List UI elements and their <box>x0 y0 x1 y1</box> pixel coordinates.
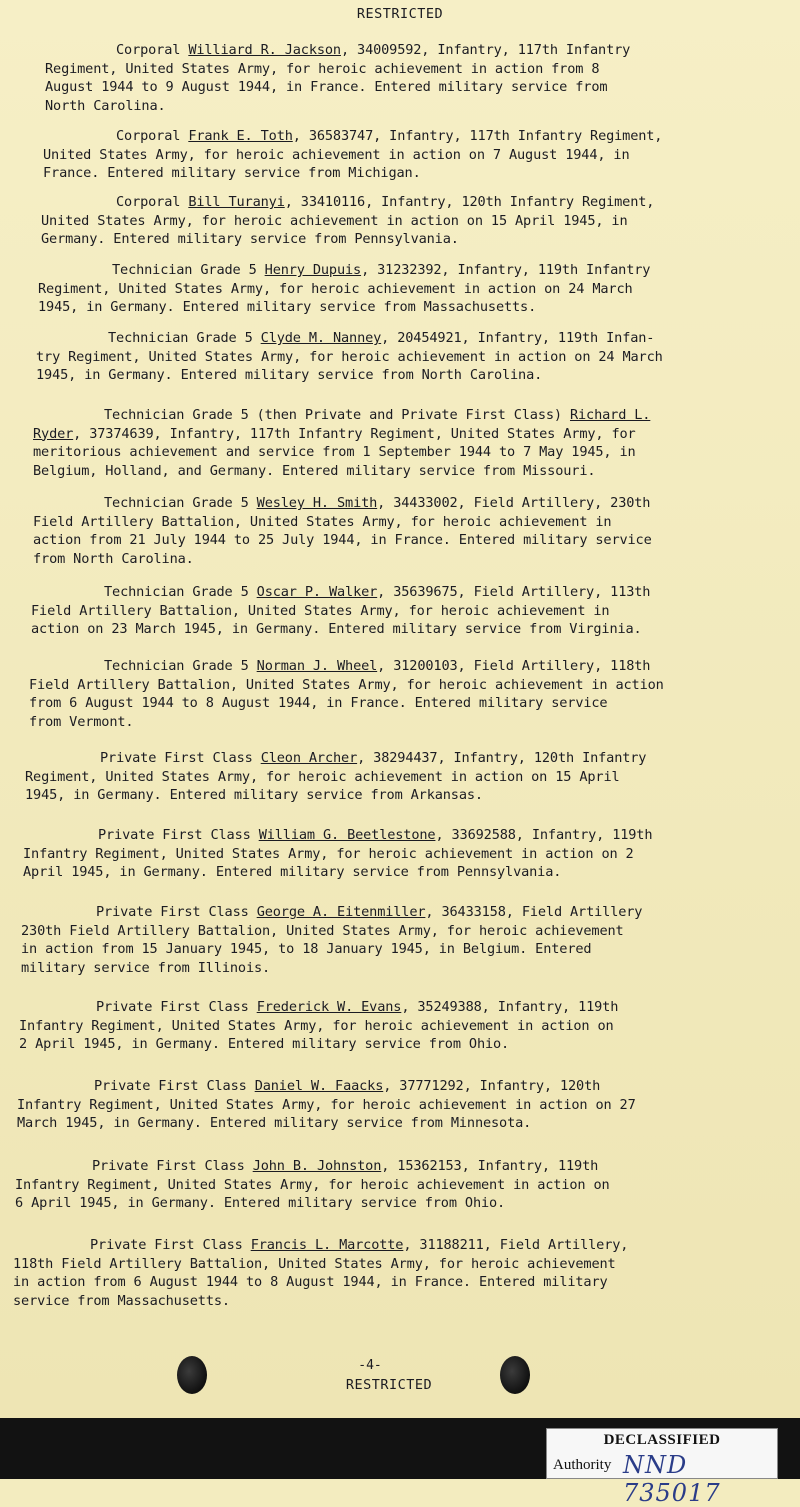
citation-text: Regiment, United States Army, for heroic achievement in action from 8 <box>45 60 600 77</box>
citation-text: Technician Grade 5 <box>104 584 257 600</box>
citation-text: August 1944 to 9 August 1944, in France. Entered military service from <box>45 79 608 95</box>
stamp-authority-label: Authority <box>553 1457 612 1473</box>
restricted-header: RESTRICTED <box>356 6 444 22</box>
recipient-name: Francis L. Marcotte <box>250 1237 404 1253</box>
citation-line <box>33 425 636 444</box>
citation-text: from 6 August 1944 to 8 August 1944, in France. Entered military service <box>29 695 608 711</box>
citation-text: , 31232392, Infantry, 119th Infantry <box>361 262 651 278</box>
citation-text: , 37374639, Infantry, 117th Infantry Regiment, United States Army, for <box>73 425 636 442</box>
recipient-name: Ryder <box>33 425 74 442</box>
citation-text: , 31188211, Field Artillery, <box>403 1237 629 1253</box>
citation-text: , 34433002, Field Artillery, 230th <box>377 495 651 511</box>
citation-text: Technician Grade 5 <box>112 262 265 278</box>
citation-line <box>104 583 650 602</box>
citation-line <box>15 1194 505 1213</box>
citation-text: Germany. Entered military service from Pennsylvania. <box>41 231 459 247</box>
citation-text: action on 23 March 1945, in Germany. Entered military service from Virginia. <box>31 621 642 637</box>
citation-line <box>100 749 646 768</box>
citation-text: North Carolina. <box>45 97 166 114</box>
citation-line <box>96 903 642 922</box>
citation-line <box>116 41 630 60</box>
citation-text: action from 21 July 1944 to 25 July 1944, in France. Entered military service <box>33 532 652 548</box>
recipient-name: Daniel W. Faacks <box>254 1078 384 1094</box>
citation-text: 1945, in Germany. Entered military service from Massachusetts. <box>38 299 537 315</box>
citation-line <box>17 1114 531 1133</box>
stamp-title: DECLASSIFIED <box>603 1432 721 1448</box>
citation-line <box>31 620 642 639</box>
citation-text: , 35249388, Infantry, 119th <box>401 999 619 1015</box>
citation-line <box>15 1176 610 1195</box>
citation-text: Technician Grade 5 <box>108 330 261 346</box>
citation-line <box>33 443 636 462</box>
citation-text: Infantry Regiment, United States Army, for heroic achievement in action on 2 <box>23 845 634 862</box>
citation-text: Technician Grade 5 <box>104 658 257 674</box>
citation-text: from North Carolina. <box>33 550 194 567</box>
citation-text: Corporal <box>116 128 189 144</box>
citation-text: 118th Field Artillery Battalion, United States Army, for heroic achievement <box>13 1255 616 1272</box>
citation-text: Infantry Regiment, United States Army, for heroic achievement in action on <box>15 1176 610 1193</box>
citation-line <box>43 164 421 183</box>
citation-line <box>13 1292 230 1311</box>
citation-text: , 33410116, Infantry, 120th Infantry Regiment, <box>284 194 655 210</box>
citation-text: military service from Illinois. <box>21 959 271 976</box>
citation-text: meritorious achievement and service from 1 September 1944 to 7 May 1945, in <box>33 444 636 460</box>
citation-text: , 36583747, Infantry, 117th Infantry Regiment, <box>292 128 663 144</box>
citation-line <box>13 1255 616 1274</box>
citation-line <box>13 1273 608 1292</box>
citation-text: Technician Grade 5 <box>104 495 257 511</box>
citation-line <box>43 146 630 165</box>
citation-text: Corporal <box>116 194 189 210</box>
recipient-name: Wesley H. Smith <box>256 495 378 511</box>
citation-line <box>33 513 611 532</box>
citation-text: , 38294437, Infantry, 120th Infantry <box>357 750 647 766</box>
citation-text: Technician Grade 5 (then Private and Private First Class) <box>104 407 570 423</box>
citation-line <box>29 713 133 732</box>
citation-line <box>104 657 650 676</box>
citation-text: , 20454921, Infantry, 119th Infan- <box>381 330 655 346</box>
stamp-authority-code: NND 735017 <box>623 1451 721 1507</box>
citation-line <box>23 845 634 864</box>
recipient-name: Oscar P. Walker <box>256 584 378 600</box>
citation-text: in action from 6 August 1944 to 8 August 1944, in France. Entered military <box>13 1274 608 1290</box>
recipient-name: Bill Turanyi <box>188 194 285 210</box>
citation-line <box>33 550 194 569</box>
recipient-name: Henry Dupuis <box>264 262 362 278</box>
citation-text: Private First Class <box>96 999 257 1015</box>
citation-text: Private First Class <box>94 1078 255 1094</box>
citation-text: Private First Class <box>96 904 257 920</box>
citation-line <box>104 406 650 425</box>
citation-line <box>36 348 663 367</box>
recipient-name: Norman J. Wheel <box>256 658 378 674</box>
citation-text: Corporal <box>116 42 189 58</box>
citation-text: April 1945, in Germany. Entered military service from Pennsylvania. <box>23 864 562 880</box>
citation-line <box>29 676 664 695</box>
citation-line <box>41 230 459 249</box>
restricted-footer: RESTRICTED <box>345 1377 433 1393</box>
citation-text: March 1945, in Germany. Entered military service from Minnesota. <box>17 1115 532 1131</box>
citation-line <box>21 959 270 978</box>
page-number: -4- <box>358 1358 382 1373</box>
citation-line <box>45 78 607 97</box>
recipient-name: John B. Johnston <box>252 1158 382 1174</box>
citation-line <box>17 1096 636 1115</box>
citation-text: , 37771292, Infantry, 120th <box>383 1078 601 1094</box>
recipient-name: Williard R. Jackson <box>188 42 341 58</box>
citation-line <box>96 998 618 1017</box>
citation-text: Field Artillery Battalion, United States Army, for heroic achievement in action <box>29 676 664 693</box>
citation-line <box>38 280 633 299</box>
citation-line <box>90 1236 628 1255</box>
citation-line <box>92 1157 598 1176</box>
citation-line <box>33 462 595 481</box>
recipient-name: Richard L. <box>569 407 651 423</box>
citation-line <box>19 1017 614 1036</box>
citation-line <box>25 768 620 787</box>
citation-text: , 35639675, Field Artillery, 113th <box>377 584 651 600</box>
citation-text: Infantry Regiment, United States Army, for heroic achievement in action on 27 <box>17 1096 636 1113</box>
citation-line <box>94 1077 600 1096</box>
citation-text: , 36433158, Field Artillery <box>425 904 643 920</box>
citation-line <box>36 366 542 385</box>
citation-text: France. Entered military service from Michigan. <box>43 165 421 181</box>
citation-line <box>25 786 483 805</box>
citation-line <box>112 261 650 280</box>
citation-line <box>108 329 654 348</box>
citation-line <box>33 531 652 550</box>
citation-text: 2 April 1945, in Germany. Entered military service from Ohio. <box>19 1036 510 1052</box>
citation-text: , 33692588, Infantry, 119th <box>435 827 653 843</box>
declassified-stamp <box>546 1428 778 1507</box>
citation-line <box>21 940 591 959</box>
citation-text: Private First Class <box>92 1158 253 1174</box>
citation-line <box>19 1035 509 1054</box>
citation-line <box>104 494 650 513</box>
citation-text: Private First Class <box>100 750 261 766</box>
recipient-name: William G. Beetlestone <box>258 827 436 843</box>
citation-line <box>116 193 654 212</box>
citation-text: , 34009592, Infantry, 117th Infantry <box>340 42 631 58</box>
citation-text: Regiment, United States Army, for heroic achievement in action on 24 March <box>38 280 633 297</box>
citation-text: Regiment, United States Army, for heroic achievement in action on 15 April <box>25 768 620 785</box>
citation-line <box>23 863 561 882</box>
citation-line <box>98 826 652 845</box>
citation-text: Field Artillery Battalion, United States Army, for heroic achievement in <box>33 513 612 530</box>
citation-line <box>29 694 607 713</box>
citation-text: 1945, in Germany. Entered military service from Arkansas. <box>25 787 483 803</box>
recipient-name: Frederick W. Evans <box>256 999 402 1015</box>
citation-line <box>41 212 628 231</box>
citation-text: , 31200103, Field Artillery, 118th <box>377 658 651 674</box>
citation-text: United States Army, for heroic achievement in action on 15 April 1945, in <box>41 212 628 229</box>
citation-text: Infantry Regiment, United States Army, for heroic achievement in action on <box>19 1017 614 1034</box>
citation-text: , 15362153, Infantry, 119th <box>381 1158 599 1174</box>
citation-text: 230th Field Artillery Battalion, United States Army, for heroic achievement <box>21 922 624 939</box>
citation-line <box>45 60 599 79</box>
citation-text: 1945, in Germany. Entered military service from North Carolina. <box>36 367 543 383</box>
citation-line <box>31 602 609 621</box>
citation-text: service from Massachusetts. <box>13 1292 230 1309</box>
citation-line <box>116 127 662 146</box>
citation-text: Private First Class <box>90 1237 251 1253</box>
citation-text: 6 April 1945, in Germany. Entered military service from Ohio. <box>15 1195 506 1211</box>
citation-line <box>38 298 536 317</box>
citation-text: Private First Class <box>98 827 259 843</box>
citation-text: try Regiment, United States Army, for heroic achievement in action on 24 March <box>36 348 663 365</box>
citation-line <box>21 922 624 941</box>
recipient-name: Clyde M. Nanney <box>260 330 382 346</box>
recipient-name: Cleon Archer <box>260 750 358 766</box>
citation-line <box>45 97 166 116</box>
recipient-name: Frank E. Toth <box>188 128 293 144</box>
citation-text: from Vermont. <box>29 713 134 730</box>
citation-text: in action from 15 January 1945, to 18 January 1945, in Belgium. Entered <box>21 941 592 957</box>
citation-text: United States Army, for heroic achievement in action on 7 August 1944, in <box>43 146 630 163</box>
citation-text: Field Artillery Battalion, United States Army, for heroic achievement in <box>31 602 610 619</box>
citation-text: Belgium, Holland, and Germany. Entered military service from Missouri. <box>33 462 596 479</box>
recipient-name: George A. Eitenmiller <box>256 904 426 920</box>
